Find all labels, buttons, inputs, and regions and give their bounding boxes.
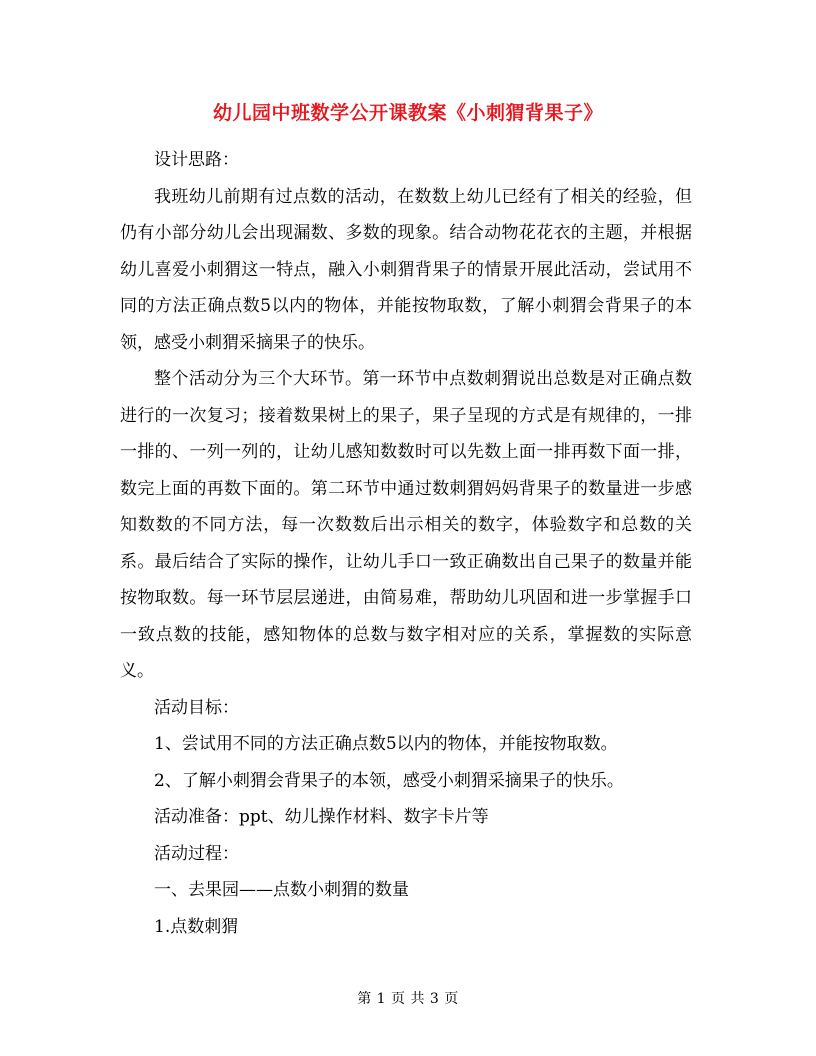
section-heading-design: 设计思路：	[154, 150, 239, 170]
section-preparation: 活动准备：ppt、幼儿操作材料、数字卡片等	[154, 807, 489, 827]
paragraph-activity-structure: 整个活动分为三个大环节。第一环节中点数刺猬说出总数是对正确点数进行的一次复习；接着数果树上的果子，果子呈现的方式是有规律的，一排一排的、一列一列的，让幼儿感知数数时可以先数上面一排再数下面一排，数完上面的再数下面的。第二环节中通过数刺猬妈妈背果子的数量进一步感知数数的不同方法，每一次数数后出示相关的数字，体验数字和总数的关系。最后结合了实际的操作，让幼儿手口一致正确数出自己果子的数量并能按物取数。每一环节层层递进，由简易难，帮助幼儿巩固和进一步掌握手口一致点数的技能，感知物体的总数与数字相对应的关系，掌握数的实际意义。	[120, 369, 692, 681]
process-substep-1: 1.点数刺猬	[154, 916, 239, 937]
paragraph-design-intro: 我班幼儿前期有过点数的活动，在数数上幼儿已经有了相关的经验，但仍有小部分幼儿会出现漏数、多数的现象。结合动物花花衣的主题，并根据幼儿喜爱小刺猬这一特点，融入小刺猬背果子的情景开展此活动，尝试用不同的方法正确点数5以内的物体，并能按物取数，了解小刺猬会背果子的本领，感受小刺猬采摘果子的快乐。	[120, 186, 692, 353]
section-heading-goals: 活动目标：	[154, 697, 239, 718]
section-heading-process: 活动过程：	[154, 843, 239, 864]
document-title: 幼儿园中班数学公开课教案《小刺猬背果子》	[212, 102, 603, 124]
process-step-1: 一、去果园——点数小刺猬的数量	[154, 880, 409, 900]
document-body	[120, 142, 692, 945]
goal-item-1: 1、尝试用不同的方法正确点数5以内的物体，并能按物取数。	[154, 734, 618, 754]
goal-item-2: 2、了解小刺猬会背果子的本领，感受小刺猬采摘果子的快乐。	[154, 770, 624, 791]
page-footer: 第 1 页 共 3 页	[357, 991, 459, 1007]
